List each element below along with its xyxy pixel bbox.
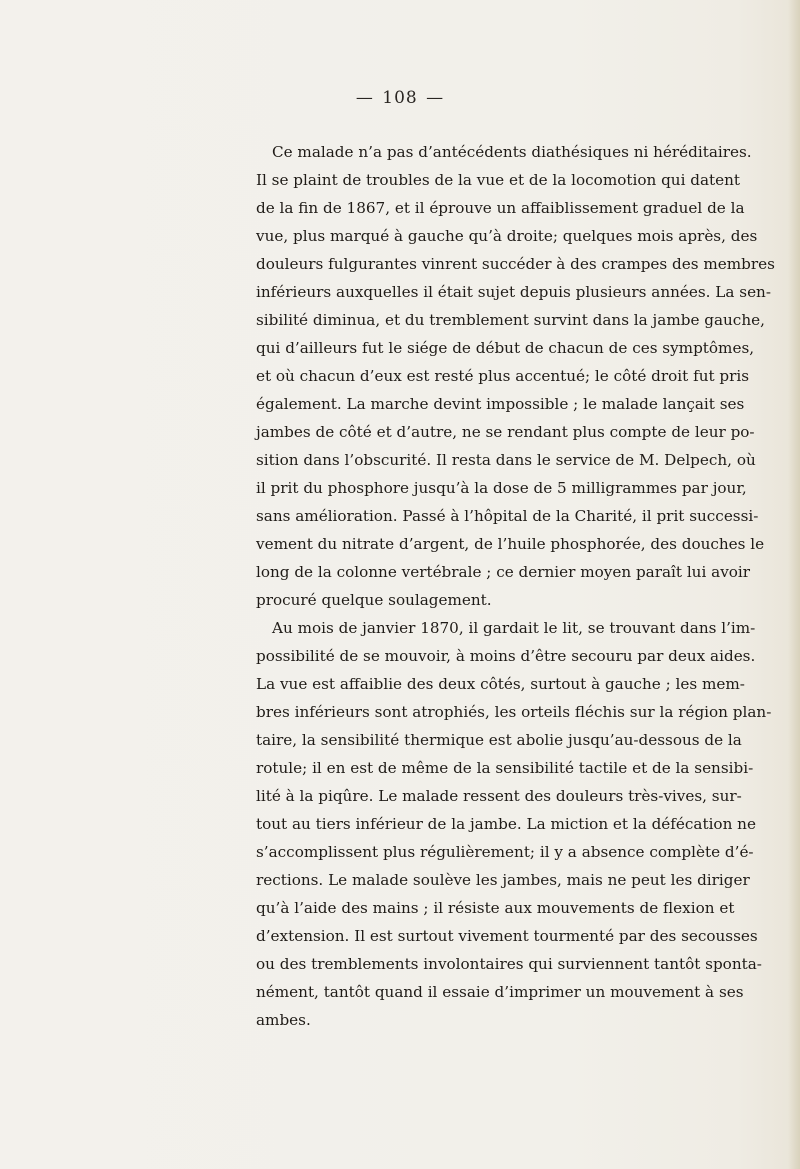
text-line: sition dans l’obscurité. Il resta dans le service de M. Delpech, où (256, 451, 756, 469)
text-line: tout au tiers inférieur de la jambe. La miction et la défécation ne (256, 815, 756, 833)
text-line: sans amélioration. Passé à l’hôpital de la Charité, il prit successi- (256, 507, 759, 525)
text-line: s’accomplissent plus régulièrement; il y a absence complète d’é- (256, 843, 754, 861)
text-line: Au mois de janvier 1870, il gardait le lit, se trouvant dans l’im- (272, 619, 756, 637)
page-edge-shadow (788, 0, 800, 1169)
text-line: taire, la sensibilité thermique est abolie jusqu’au-dessous de la (256, 731, 742, 749)
text-line: rections. Le malade soulève les jambes, mais ne peut les diriger (256, 871, 750, 889)
text-line: de la fin de 1867, et il éprouve un affaiblissement graduel de la (256, 199, 745, 217)
text-line: douleurs fulgurantes vinrent succéder à des crampes des membres (256, 255, 775, 273)
text-line: d’extension. Il est surtout vivement tourmenté par des secousses (256, 927, 758, 945)
text-line: également. La marche devint impossible ; le malade lançait ses (256, 395, 745, 413)
text-line: qui d’ailleurs fut le siége de début de chacun de ces symptômes, (256, 339, 755, 357)
text-line: qu’à l’aide des mains ; il résiste aux mouvements de flexion et (256, 899, 735, 917)
text-line: long de la colonne vertébrale ; ce dernier moyen paraît lui avoir (256, 563, 751, 581)
text-line: inférieurs auxquelles il était sujet depuis plusieurs années. La sen- (256, 283, 771, 301)
text-line: rotule; il en est de même de la sensibilité tactile et de la sensibi- (256, 759, 754, 777)
text-line: vement du nitrate d’argent, de l’huile phosphorée, des douches le (256, 535, 765, 553)
text-line: possibilité de se mouvoir, à moins d’être secouru par deux aides. (256, 647, 756, 665)
text-line: il prit du phosphore jusqu’à la dose de 5 milligrammes par jour, (256, 479, 747, 497)
text-line: vue, plus marqué à gauche qu’à droite; quelques mois après, des (256, 227, 758, 245)
text-line: lité à la piqûre. Le malade ressent des douleurs très-vives, sur- (256, 787, 742, 805)
text-line: bres inférieurs sont atrophiés, les orteils fléchis sur la région plan- (256, 703, 772, 721)
text-line: jambes de côté et d’autre, ne se rendant plus compte de leur po- (256, 423, 755, 441)
text-line: procuré quelque soulagement. (256, 591, 492, 609)
text-line: sibilité diminua, et du tremblement survint dans la jambe gauche, (256, 311, 765, 329)
body-text (256, 138, 775, 1034)
text-line: La vue est affaiblie des deux côtés, surtout à gauche ; les mem- (256, 675, 745, 693)
text-line: et où chacun d’eux est resté plus accentué; le côté droit fut pris (256, 367, 750, 385)
text-line: Il se plaint de troubles de la vue et de la locomotion qui datent (256, 171, 741, 189)
text-line: Ce malade n’a pas d’antécédents diathésiques ni héréditaires. (272, 143, 752, 161)
text-line: ou des tremblements involontaires qui surviennent tantôt sponta- (256, 955, 762, 973)
page-number-header: — 108 — (355, 88, 445, 108)
text-line: nément, tantôt quand il essaie d’imprimer un mouvement à ses (256, 983, 744, 1001)
text-line: ambes. (256, 1011, 311, 1029)
